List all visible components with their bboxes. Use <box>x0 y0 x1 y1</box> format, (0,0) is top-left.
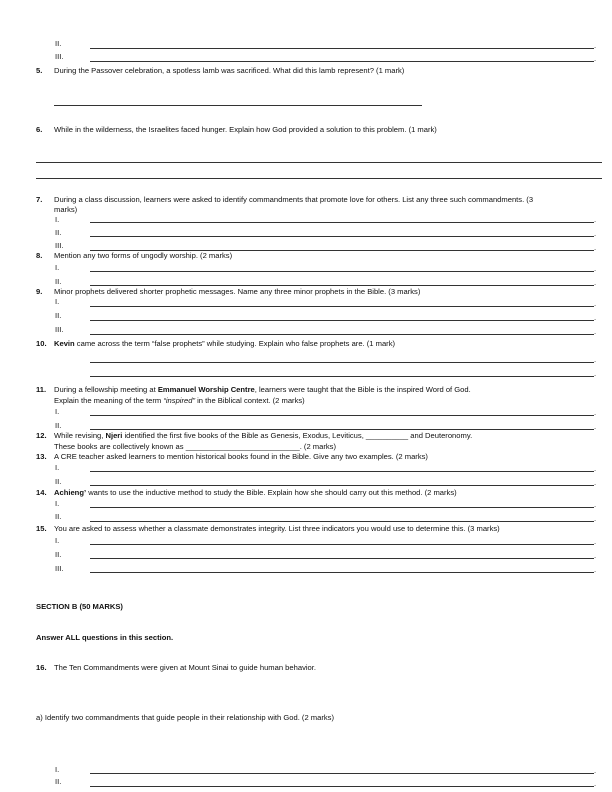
roman-i: I. <box>55 765 60 774</box>
answer-line[interactable] <box>90 521 594 522</box>
roman-iii: III. <box>55 564 64 573</box>
question-text: The Ten Commandments were given at Mount Sinai to guide human behavior. <box>54 663 316 672</box>
question-text: During a fellowship meeting at Emmanuel Worship Centre, learners were taught that the Bible is the inspired Word of God. <box>54 385 471 394</box>
roman-i: I. <box>55 499 60 508</box>
answer-line[interactable] <box>90 362 594 363</box>
roman-i: I. <box>55 536 60 545</box>
roman-ii: II. <box>55 477 62 486</box>
roman-iii: III. <box>55 241 64 250</box>
answer-line[interactable] <box>90 471 594 472</box>
question-text: During the Passover celebration, a spotless lamb was sacrificed. What did this lamb represent? (1 mark) <box>54 66 405 75</box>
roman-iii: III. <box>55 52 64 61</box>
question-number: 10. <box>36 339 47 348</box>
line-dot: . <box>594 369 597 378</box>
question-number: 8. <box>36 251 43 260</box>
line-dot: . <box>594 313 597 322</box>
roman-iii: III. <box>55 325 64 334</box>
sub-question-text: a) Identify two commandments that guide people in their relationship with God. (2 marks) <box>36 713 334 722</box>
student-name: Njeri <box>105 431 123 440</box>
answer-line[interactable] <box>90 236 594 237</box>
student-name: Achieng’ <box>54 488 87 497</box>
student-name: Kevin <box>54 339 75 348</box>
line-dot: . <box>594 327 597 336</box>
line-dot: . <box>594 41 597 50</box>
question-number: 5. <box>36 66 43 75</box>
line-dot: . <box>594 229 597 238</box>
roman-i: I. <box>55 297 60 306</box>
roman-ii: II. <box>55 277 62 286</box>
roman-ii: II. <box>55 777 62 786</box>
question-number: 7. <box>36 195 43 204</box>
line-dot: . <box>594 243 597 252</box>
answer-line[interactable] <box>90 48 594 49</box>
question-text: Achieng’ wants to use the inductive method to study the Bible. Explain how she should carry out this method. (2 marks) <box>54 488 457 497</box>
line-dot: . <box>594 215 597 224</box>
question-number: 6. <box>36 125 43 134</box>
answer-line[interactable] <box>36 178 602 179</box>
line-dot: . <box>594 779 597 788</box>
roman-i: I. <box>55 215 60 224</box>
question-text: While in the wilderness, the Israelites faced hunger. Explain how God provided a solution to this problem. (1 mark) <box>54 125 437 134</box>
answer-line[interactable] <box>90 271 594 272</box>
line-dot: . <box>594 500 597 509</box>
answer-line[interactable] <box>90 320 594 321</box>
line-dot: . <box>594 278 597 287</box>
question-text: These books are collectively known as ___________________________. (2 marks) <box>54 442 336 451</box>
question-number: 15. <box>36 524 47 533</box>
question-number: 11. <box>36 385 47 394</box>
line-dot: . <box>594 464 597 473</box>
question-text: marks) <box>54 205 78 214</box>
question-text: Explain the meaning of the term “inspired” in the Biblical context. (2 marks) <box>54 396 305 405</box>
question-text: A CRE teacher asked learners to mention historical books found in the Bible. Give any two examples. (2 marks) <box>54 452 428 461</box>
answer-line[interactable] <box>90 376 594 377</box>
line-dot: . <box>594 264 597 273</box>
answer-line[interactable] <box>90 222 594 223</box>
roman-ii: II. <box>55 512 62 521</box>
answer-line[interactable] <box>90 558 594 559</box>
key-term: “inspired” <box>163 396 195 405</box>
roman-ii: II. <box>55 228 62 237</box>
question-text: Minor prophets delivered shorter prophetic messages. Name any three minor prophets in the Bible. (3 marks) <box>54 287 421 296</box>
answer-line[interactable] <box>90 507 594 508</box>
roman-ii: II. <box>55 311 62 320</box>
roman-ii: II. <box>55 421 62 430</box>
place-name: Emmanuel Worship Centre <box>157 385 255 394</box>
roman-i: I. <box>55 263 60 272</box>
line-dot: . <box>594 355 597 364</box>
roman-ii: II. <box>55 39 62 48</box>
question-text: Mention any two forms of ungodly worship. (2 marks) <box>54 251 233 260</box>
line-dot: . <box>594 478 597 487</box>
line-dot: . <box>594 766 597 775</box>
line-dot: . <box>594 422 597 431</box>
answer-line[interactable] <box>90 61 594 62</box>
roman-ii: II. <box>55 550 62 559</box>
answer-line[interactable] <box>90 572 594 573</box>
section-instruction: Answer ALL questions in this section. <box>36 633 174 642</box>
answer-line[interactable] <box>54 105 422 106</box>
answer-line[interactable] <box>90 544 594 545</box>
line-dot: . <box>594 408 597 417</box>
answer-line[interactable] <box>90 485 594 486</box>
answer-line[interactable] <box>90 786 594 787</box>
question-number: 9. <box>36 287 43 296</box>
answer-line[interactable] <box>90 334 594 335</box>
line-dot: . <box>594 537 597 546</box>
question-text: Kevin came across the term “false prophets” while studying. Explain who false prophets are. (1 mark) <box>54 339 396 348</box>
answer-line[interactable] <box>90 306 594 307</box>
answer-line[interactable] <box>90 285 594 286</box>
line-dot: . <box>594 565 597 574</box>
question-number: 13. <box>36 452 47 461</box>
answer-line[interactable] <box>90 415 594 416</box>
line-dot: . <box>594 299 597 308</box>
line-dot: . <box>594 551 597 560</box>
question-number: 14. <box>36 488 47 497</box>
question-number: 16. <box>36 663 47 672</box>
question-number: 12. <box>36 431 47 440</box>
question-text: While revising, Njeri identified the first five books of the Bible as Genesis, Exodus, Leviticus, __________ and Deuteronomy. <box>54 431 473 440</box>
question-text: You are asked to assess whether a classmate demonstrates integrity. List three indicators you would use to determine this. (3 marks) <box>54 524 500 533</box>
line-dot: . <box>594 514 597 523</box>
question-text: During a class discussion, learners were asked to identify commandments that promote love for others. List any three such commandments. (3 <box>54 195 534 204</box>
section-title: SECTION B (50 MARKS) <box>36 602 123 611</box>
answer-line[interactable] <box>90 773 594 774</box>
answer-line[interactable] <box>36 162 602 163</box>
line-dot: . <box>594 54 597 63</box>
roman-i: I. <box>55 463 60 472</box>
roman-i: I. <box>55 407 60 416</box>
answer-line[interactable] <box>90 429 594 430</box>
